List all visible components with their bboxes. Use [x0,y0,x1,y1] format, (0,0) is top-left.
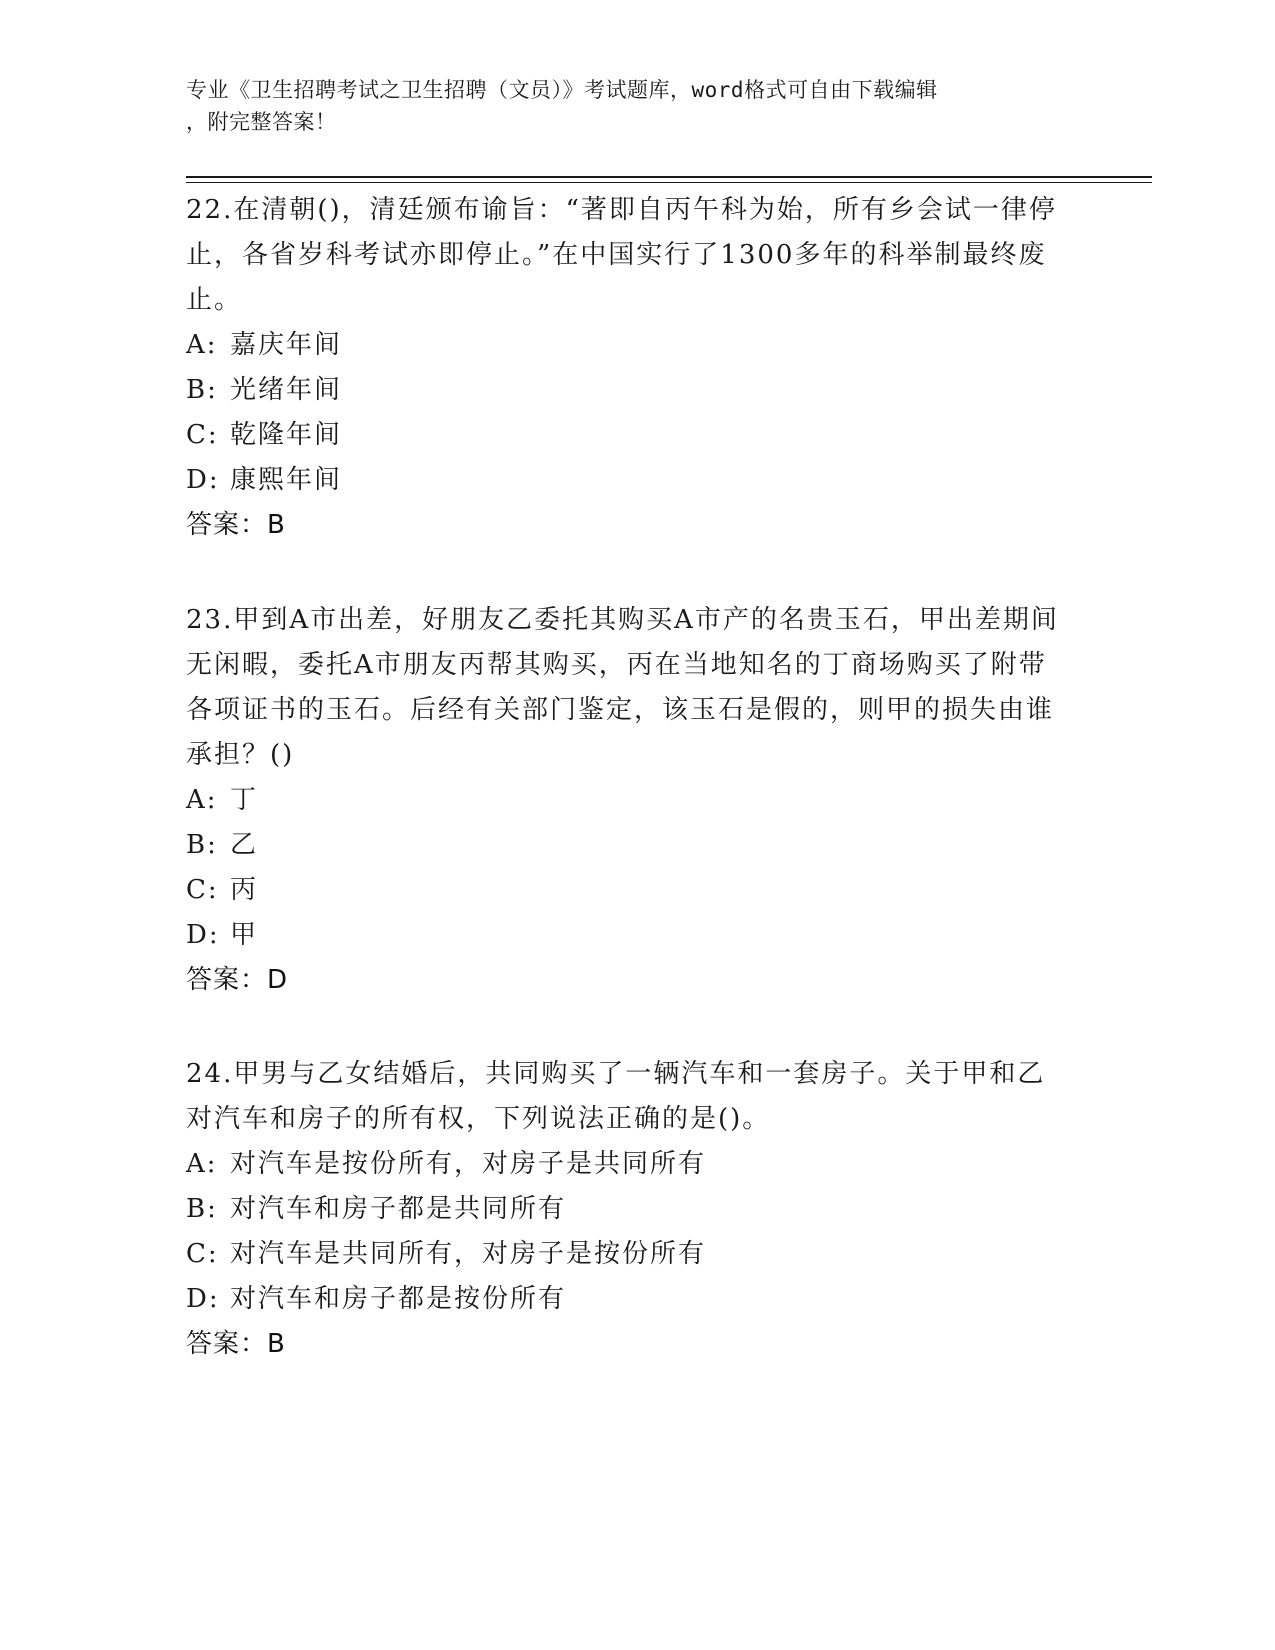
option-text: 光绪年间 [230,375,343,405]
option-text: 对汽车是共同所有，对房子是按份所有 [230,1239,707,1269]
option-b [186,368,1066,413]
option-text: 嘉庆年间 [230,330,343,360]
option-text: 丁 [230,785,259,815]
option-text: 对汽车和房子都是按份所有 [230,1284,567,1314]
header-line-1: 专业《卫生招聘考试之卫生招聘（文员）》考试题库，word格式可自由下载编辑 [186,78,938,102]
option-text: 康熙年间 [230,465,343,495]
option-key: B: [186,375,218,405]
option-key: D: [186,465,220,495]
option-text: 乙 [230,830,259,860]
option-c [186,1232,1066,1277]
option-key: C: [186,420,219,450]
option-d [186,458,1066,503]
answer-line: 答案：D [186,965,289,995]
option-key: B: [186,830,218,860]
option-text: 乾隆年间 [230,420,343,450]
header-divider-thin [186,182,1152,183]
question-24 [186,1052,1066,1367]
option-key: A: [186,785,218,815]
option-a [186,1142,1066,1187]
option-c [186,413,1066,458]
header-divider-thick [186,176,1152,178]
question-text: 22.在清朝()，清廷颁布谕旨：“著即自丙午科为始，所有乡会试一律停止，各省岁科考试亦即停止。”在中国实行了1300多年的科举制最终废止。 [186,195,1057,315]
option-text: 丙 [230,875,259,905]
option-b [186,1187,1066,1232]
option-d [186,1277,1066,1322]
option-key: C: [186,875,219,905]
option-a [186,778,1066,823]
option-text: 对汽车是按份所有，对房子是共同所有 [230,1149,707,1179]
question-23 [186,598,1066,1003]
header-line-2: ，附完整答案！ [186,110,337,134]
header-note [186,74,1066,138]
option-text: 对汽车和房子都是共同所有 [230,1194,567,1224]
option-key: D: [186,1284,220,1314]
question-text: 24.甲男与乙女结婚后，共同购买了一辆汽车和一套房子。关于甲和乙对汽车和房子的所有权，下列说法正确的是()。 [186,1059,1046,1134]
option-b [186,823,1066,868]
option-d [186,913,1066,958]
question-text: 23.甲到A市出差，好朋友乙委托其购买A市产的名贵玉石，甲出差期间无闲暇，委托A市朋友丙帮其购买，丙在当地知名的丁商场购买了附带各项证书的玉石。后经有关部门鉴定，该玉石是假的，则甲的损失由谁承担？() [186,605,1059,770]
option-c [186,868,1066,913]
option-key: A: [186,1149,218,1179]
option-a [186,323,1066,368]
answer-line: 答案：B [186,1329,286,1359]
answer-line: 答案：B [186,510,286,540]
option-text: 甲 [230,920,259,950]
question-22 [186,188,1066,548]
option-key: D: [186,920,220,950]
option-key: C: [186,1239,219,1269]
option-key: A: [186,330,218,360]
option-key: B: [186,1194,218,1224]
